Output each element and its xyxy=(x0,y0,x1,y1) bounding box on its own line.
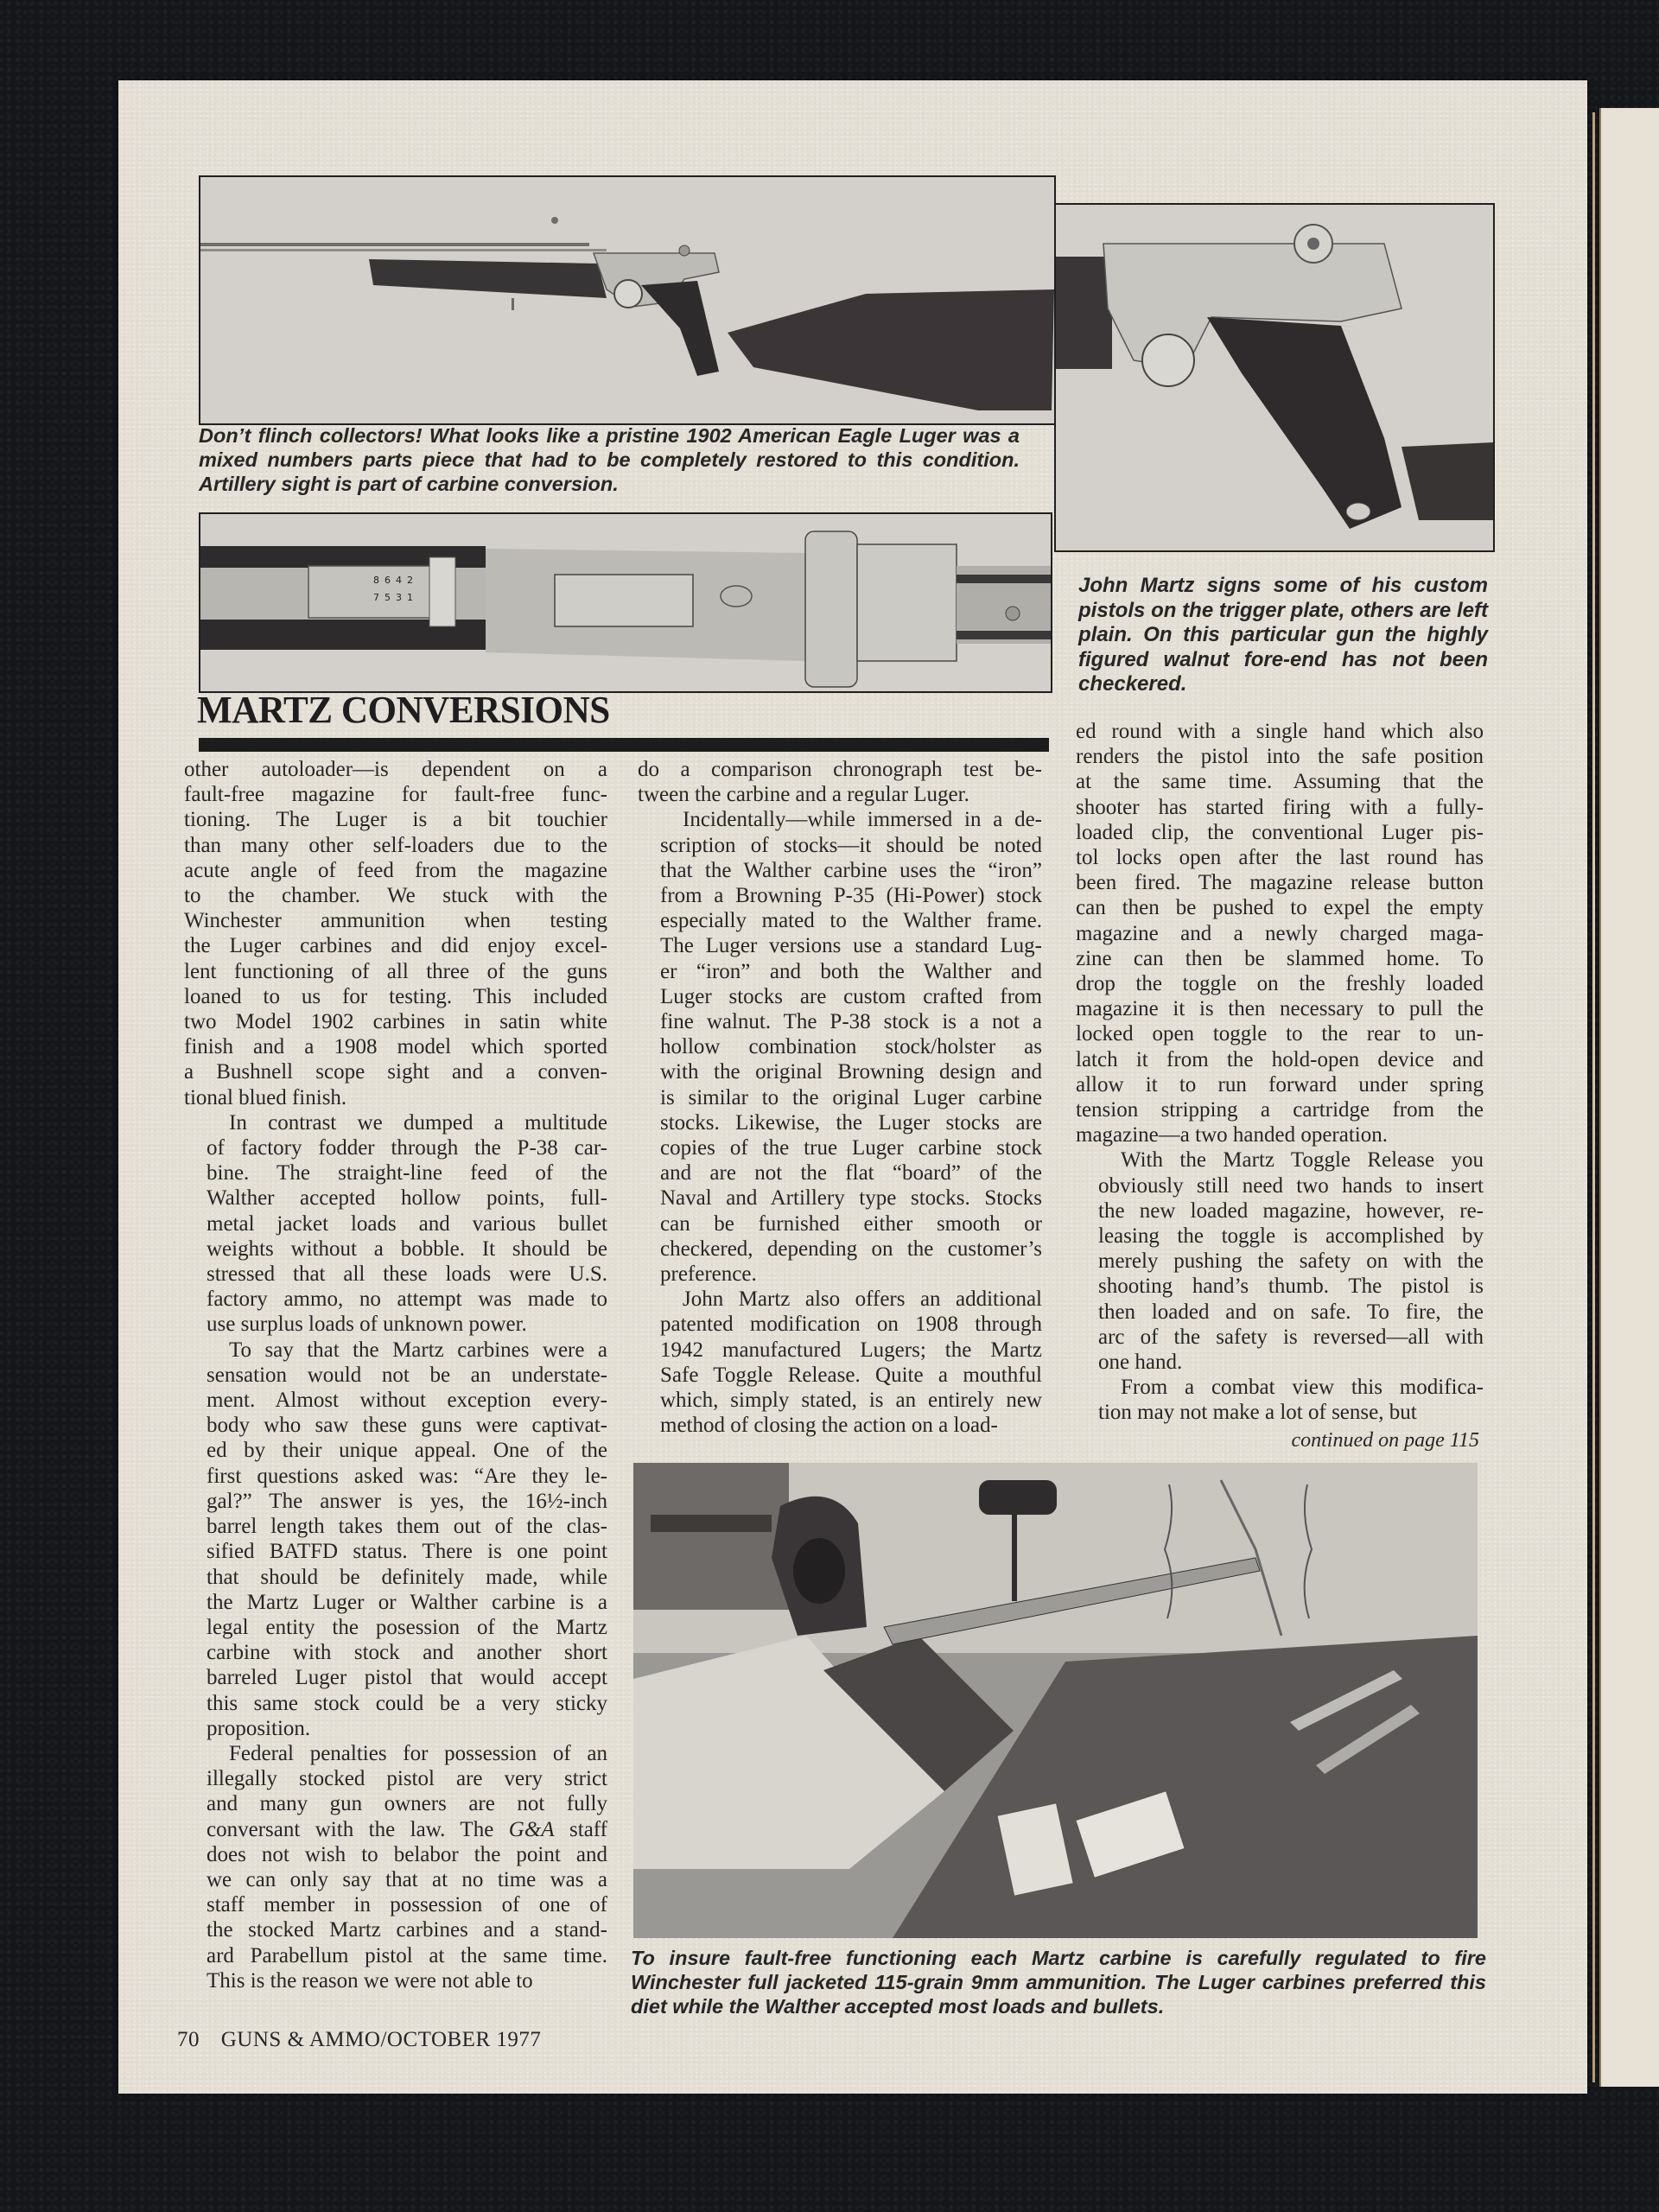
article-heading: MARTZ CONVERSIONS xyxy=(197,689,610,731)
text-line: that should be definitely made, while xyxy=(207,1565,607,1589)
text-column-2 xyxy=(638,757,1042,1438)
paragraph xyxy=(184,757,607,1110)
text-line: Incidentally—while immersed in a de- xyxy=(683,808,1042,832)
text-line: magazine it is then necessary to pull the xyxy=(1076,997,1484,1021)
text-line: ed round with a single hand which also xyxy=(1076,720,1484,743)
sight-mark: 7 xyxy=(373,592,379,603)
text-line: shooter has started firing with a fully- xyxy=(1076,795,1484,819)
text-line: body who saw these guns were captivat- xyxy=(207,1414,607,1438)
page-gutter xyxy=(1592,112,1595,2082)
text-line: From a combat view this modifica- xyxy=(1121,1376,1484,1400)
text-line: can be furnished either smooth or xyxy=(660,1211,1042,1236)
text-line: shooting hand’s thumb. The pistol is xyxy=(1098,1274,1484,1299)
range-illustration xyxy=(633,1463,1478,1938)
text-line: With the Martz Toggle Release you xyxy=(1121,1148,1484,1173)
text-line: renders the pistol into the safe position xyxy=(1076,745,1484,769)
heading-rule xyxy=(199,738,1049,752)
sight-mark: 6 xyxy=(385,575,391,586)
text-line: proposition. xyxy=(207,1716,311,1740)
text-line: is similar to the original Luger carbine xyxy=(660,1085,1042,1109)
text-column-3 xyxy=(1076,719,1484,1426)
text-line: hollow combination stock/holster as xyxy=(660,1035,1042,1059)
text-line: the Luger carbines and did enjoy excel- xyxy=(184,934,607,958)
text-line: to the chamber. We stuck with the xyxy=(184,884,607,908)
paragraph xyxy=(1076,1375,1484,1425)
text-line: magazine and a newly charged maga- xyxy=(1076,921,1484,945)
text-line: gal?” The answer is yes, the 16½-inch xyxy=(207,1489,607,1513)
sight-mark: 4 xyxy=(396,575,402,586)
text-line: tion may not make a lot of sense, but xyxy=(1098,1401,1417,1425)
text-line: magazine—a two handed operation. xyxy=(1076,1123,1388,1147)
text-line: a Bushnell scope sight and a conven- xyxy=(184,1060,607,1084)
page-footer xyxy=(177,2028,541,2052)
sight-mark: 8 xyxy=(373,575,379,586)
paragraph xyxy=(184,1338,607,1741)
text-line: sified BATFD status. There is one point xyxy=(207,1540,607,1564)
text-line: Winchester ammunition when testing xyxy=(184,909,607,933)
text-line: ed by their unique appeal. One of the xyxy=(207,1439,607,1463)
sight-mark: 5 xyxy=(385,592,391,603)
text-line: allow it to run forward under spring xyxy=(1076,1072,1484,1096)
text-line: illegally stocked pistol are very strict xyxy=(207,1767,607,1791)
text-line: than many other self-loaders due to the xyxy=(184,833,607,857)
text-line: Walther accepted hollow points, full- xyxy=(207,1186,607,1211)
text-line: barrel length takes them out of the clas- xyxy=(207,1515,607,1539)
text-line: acute angle of feed from the magazine xyxy=(184,858,607,882)
text-line: staff member in possession of one of xyxy=(207,1893,607,1917)
text-line: leasing the toggle is accomplished by xyxy=(1098,1224,1484,1249)
paragraph xyxy=(1076,719,1484,1147)
text-line: er “iron” and both the Walther and xyxy=(660,959,1042,983)
text-line: tol locks open after the last round has xyxy=(1076,846,1484,870)
text-line: we can only say that at no time was a xyxy=(207,1867,607,1891)
paragraph xyxy=(638,807,1042,1287)
text-line: first questions asked was: “Are they le- xyxy=(207,1464,607,1488)
caption-pistol: John Martz signs some of his custom pistols on the trigger plate, others are left plain. On this particular gun the highly figured walnut fore-end has not been checkered. xyxy=(1078,574,1488,696)
continued-note: continued on page 115 xyxy=(1291,1429,1479,1452)
text-line: tional blued finish. xyxy=(184,1085,347,1109)
text-line: conversant with the law. The G&A staff xyxy=(207,1817,607,1841)
text-line: with the original Browning design and xyxy=(660,1060,1042,1084)
text-line: and are not the flat “board” of the xyxy=(660,1161,1042,1185)
carbine-illustration xyxy=(200,177,1054,423)
text-line: Luger stocks are custom crafted from xyxy=(660,984,1042,1008)
text-line: obviously still need two hands to insert xyxy=(1098,1173,1484,1198)
text-line: Federal penalties for possession of an xyxy=(229,1741,607,1765)
text-line: checkered, depending on the customer’s xyxy=(660,1236,1042,1261)
adjacent-page-edge xyxy=(1599,108,1659,2087)
text-line: patented modification on 1908 through xyxy=(660,1313,1042,1337)
text-line: loaned to us for testing. This included xyxy=(184,984,607,1008)
text-line: finish and a 1908 model which sported xyxy=(184,1035,607,1059)
text-line: ard Parabellum pistol at the same time. xyxy=(207,1943,607,1967)
text-line: tension stripping a cartridge from the xyxy=(1076,1098,1484,1122)
text-line: Naval and Artillery type stocks. Stocks xyxy=(660,1186,1042,1211)
text-line: tioning. The Luger is a bit touchier xyxy=(184,808,607,832)
text-line: do a comparison chronograph test be- xyxy=(638,758,1042,781)
paragraph xyxy=(638,1287,1042,1438)
text-line: copies of the true Luger carbine stock xyxy=(660,1136,1042,1160)
text-line: John Martz also offers an additional xyxy=(683,1287,1042,1312)
text-line: been fired. The magazine release button xyxy=(1076,871,1484,895)
photo-range-test xyxy=(633,1463,1478,1938)
text-line: metal jacket loads and various bullet xyxy=(207,1211,607,1236)
text-line: This is the reason we were not able to xyxy=(207,1968,533,1993)
text-line: preference. xyxy=(660,1262,757,1287)
text-line: ment. Almost without exception every- xyxy=(207,1389,607,1413)
text-line: the Martz Luger or Walther carbine is a xyxy=(207,1590,607,1614)
photo-receiver-top xyxy=(199,512,1052,693)
text-line: this same stock could be a very sticky xyxy=(207,1691,607,1715)
text-line: drop the toggle on the freshly loaded xyxy=(1076,972,1484,996)
text-line: method of closing the action on a load- xyxy=(660,1414,998,1438)
text-line: tween the carbine and a regular Luger. xyxy=(638,783,969,807)
text-line: fault-free magazine for fault-free func- xyxy=(184,783,607,807)
text-line: weights without a bobble. It should be xyxy=(207,1236,607,1261)
text-line: then loaded and on safe. To fire, the xyxy=(1098,1300,1484,1324)
text-line: latch it from the hold-open device and xyxy=(1076,1047,1484,1071)
text-line: the stocked Martz carbines and a stand- xyxy=(207,1918,607,1942)
page-number: 70 xyxy=(177,2028,200,2051)
text-line: stressed that all these loads were U.S. xyxy=(207,1262,607,1287)
text-line: Safe Toggle Release. Quite a mouthful xyxy=(660,1363,1042,1387)
caption-range-test: To insure fault-free functioning each Martz carbine is carefully regulated to fire Winchester full jacketed 115-grain 9mm ammunition. The Luger carbines preferred this diet while the Walther accepted most loads and bullets. xyxy=(631,1947,1486,2018)
text-line: at the same time. Assuming that the xyxy=(1076,770,1484,794)
text-line: sensation would not be an understate- xyxy=(207,1363,607,1387)
text-line: To say that the Martz carbines were a xyxy=(229,1338,607,1362)
text-line: can then be pushed to expel the empty xyxy=(1076,896,1484,920)
text-line: one hand. xyxy=(1098,1351,1183,1375)
text-line: of factory fodder through the P-38 car- xyxy=(207,1136,607,1160)
text-line: 1942 manufactured Lugers; the Martz xyxy=(660,1338,1042,1362)
text-line: from a Browning P-35 (Hi-Power) stock xyxy=(660,884,1042,908)
text-line: The Luger versions use a standard Lug- xyxy=(660,934,1042,958)
sight-mark: 3 xyxy=(396,592,402,603)
text-column-1 xyxy=(184,757,607,1993)
text-line: lent functioning of all three of the guns xyxy=(184,959,607,983)
text-line: other autoloader—is dependent on a xyxy=(184,758,607,781)
text-line: carbine with stock and another short xyxy=(207,1641,607,1665)
paragraph xyxy=(184,1741,607,1993)
footer-publication: GUNS & AMMO/OCTOBER 1977 xyxy=(220,2028,542,2051)
text-line: arc of the safety is reversed—all with xyxy=(1098,1325,1484,1349)
text-line: zine can then be slammed home. To xyxy=(1076,946,1484,970)
sight-mark: 2 xyxy=(407,575,413,586)
text-line: factory ammo, no attempt was made to xyxy=(207,1287,607,1312)
paragraph xyxy=(638,757,1042,807)
photo-carbine-side xyxy=(199,175,1056,425)
text-line: barreled Luger pistol that would accept xyxy=(207,1666,607,1690)
pistol-illustration xyxy=(1056,205,1493,550)
sight-mark: 1 xyxy=(407,592,413,603)
text-line: that the Walther carbine uses the “iron” xyxy=(660,858,1042,882)
text-line: stocks. Likewise, the Luger stocks are xyxy=(660,1110,1042,1135)
text-line: scription of stocks—it should be noted xyxy=(660,833,1042,857)
caption-carbine: Don’t flinch collectors! What looks like a pristine 1902 American Eagle Luger was a mixed numbers parts piece that had to be completely restored to this condition. Artillery sight is part of carbine conversion. xyxy=(199,424,1020,495)
text-line: use surplus loads of unknown power. xyxy=(207,1313,527,1337)
text-line: legal entity the posession of the Martz xyxy=(207,1615,607,1639)
receiver-illustration xyxy=(200,514,1051,691)
text-line: and many gun owners are not fully xyxy=(207,1792,607,1816)
photo-pistol-closeup xyxy=(1054,203,1495,552)
text-line: bine. The straight-line feed of the xyxy=(207,1161,607,1185)
paragraph xyxy=(1076,1147,1484,1375)
text-line: the new loaded magazine, however, re- xyxy=(1098,1198,1484,1223)
paragraph xyxy=(184,1110,607,1338)
text-line: fine walnut. The P-38 stock is a not a xyxy=(660,1010,1042,1034)
text-line: does not wish to belabor the point and xyxy=(207,1842,607,1866)
text-line: locked open toggle to the rear to un- xyxy=(1076,1022,1484,1046)
text-line: loaded clip, the conventional Luger pis- xyxy=(1076,820,1484,844)
text-line: merely pushing the safety on with the xyxy=(1098,1249,1484,1274)
text-line: two Model 1902 carbines in satin white xyxy=(184,1010,607,1034)
text-line: In contrast we dumped a multitude xyxy=(229,1110,607,1135)
text-line: which, simply stated, is an entirely new xyxy=(660,1389,1042,1413)
text-line: especially mated to the Walther frame. xyxy=(660,909,1042,933)
